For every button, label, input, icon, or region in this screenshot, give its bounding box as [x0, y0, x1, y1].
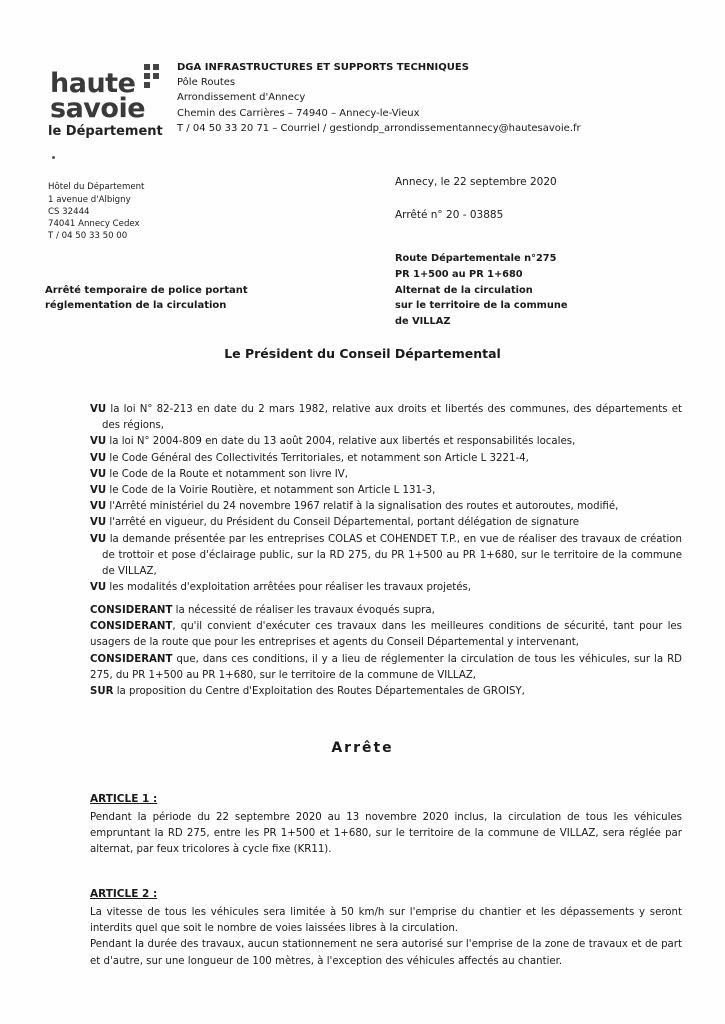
object-right-line3: Alternat de la circulation	[395, 285, 533, 296]
object-right-line5: de VILLAZ	[395, 316, 451, 327]
header-pole: Pôle Routes	[177, 77, 236, 88]
hotel-line1: Hôtel du Département	[48, 182, 145, 192]
logo-square-icon	[153, 64, 159, 70]
hotel-line2: 1 avenue d'Albigny	[48, 195, 131, 205]
document-date: Annecy, le 22 septembre 2020	[395, 176, 557, 188]
arrete-heading: Arrête	[331, 740, 394, 756]
considerant-item: CONSIDERANT, qu'il convient d'exécuter ces travaux dans les meilleures conditions de sécurité, tant pour les usagers de la route que pour les entreprises et agents du Conseil Départemental y intervenant,	[90, 621, 682, 649]
logo-square-icon	[153, 73, 159, 79]
article2-heading: ARTICLE 2 :	[90, 888, 158, 900]
object-left-line2: réglementation de la circulation	[45, 300, 227, 311]
object-right-line4: sur le territoire de la commune	[395, 300, 568, 311]
header-dept: DGA INFRASTRUCTURES ET SUPPORTS TECHNIQUES	[177, 62, 469, 73]
article2-text	[90, 905, 682, 970]
vu-item: VU le Code de la Route et notamment son livre IV,	[90, 468, 348, 480]
considerant-item: CONSIDERANT que, dans ces conditions, il y a lieu de réglementer la circulation de tous les véhicules, sur la RD 275, du PR 1+500 au PR 1+680, sur le territoire de la commune de VILLAZ,	[90, 653, 682, 681]
considerant-item: SUR la proposition du Centre d'Exploitation des Routes Départementales de GROISY,	[90, 686, 525, 698]
hotel-line3: CS 32444	[48, 207, 90, 217]
header-address: Chemin des Carrières – 74940 – Annecy-le-Vieux	[177, 108, 420, 119]
article2-paragraph1: La vitesse de tous les véhicules sera limitée à 50 km/h sur l'emprise du chantier et les dépassements y seront interdits quel que soit le nombre de voies laissées libres à la circulation.	[90, 907, 682, 935]
header-contact: T / 04 50 33 20 71 – Courriel / gestiondp_arrondissementannecy@hautesavoie.fr	[177, 123, 581, 134]
logo-square-icon	[144, 64, 150, 70]
bullet-mark	[52, 156, 55, 159]
vu-item: VU l'arrêté en vigueur, du Président du Conseil Départemental, portant délégation de signature	[90, 517, 580, 529]
article1-heading: ARTICLE 1 :	[90, 793, 158, 805]
considerant-list	[90, 603, 682, 700]
object-left-line1: Arrêté temporaire de police portant	[45, 285, 248, 296]
header-arrondissement: Arrondissement d'Annecy	[177, 92, 306, 103]
logo-text-haute: haute	[50, 68, 136, 99]
vu-item: VU la demande présentée par les entreprises COLAS et COHENDET T.P., en vue de réaliser des travaux de création de trottoir et pose d'éclairage public, sur la RD 275, du PR 1+500 au PR 1+680, sur le territoire de la commune de VILLAZ,	[90, 533, 682, 578]
logo-square-icon	[144, 73, 150, 79]
vu-item: VU la loi N° 82-213 en date du 2 mars 1982, relative aux droits et libertés des communes, des départements et des régions,	[90, 404, 682, 432]
logo-square-icon	[144, 82, 150, 88]
considerant-item: CONSIDERANT la nécessité de réaliser les travaux évoqués supra,	[90, 605, 435, 616]
vu-item: VU la loi N° 2004-809 en date du 13 août 2004, relative aux libertés et responsabilités locales,	[90, 436, 576, 448]
president-heading: Le Président du Conseil Départemental	[224, 346, 501, 361]
article2-paragraph2: Pendant la durée des travaux, aucun stationnement ne sera autorisé sur l'emprise de la zone de travaux et de part et d'autre, sur une longueur de 100 mètres, à l'exception des véhicules affectés au chantier.	[90, 939, 682, 967]
vu-item: VU le Code Général des Collectivités Territoriales, et notamment son Article L 3221-4,	[90, 452, 529, 464]
vu-item: VU le Code de la Voirie Routière, et notamment son Article L 131-3,	[90, 485, 436, 497]
arrete-number: Arrêté n° 20 - 03885	[395, 209, 504, 221]
logo-text-savoie: savoie	[50, 93, 146, 124]
object-right-line2: PR 1+500 au PR 1+680	[395, 269, 523, 280]
logo-subtitle: le Département	[48, 124, 163, 139]
vu-item: VU les modalités d'exploitation arrêtées pour réaliser les travaux projetés,	[90, 582, 472, 594]
article1-text: Pendant la période du 22 septembre 2020 au 13 novembre 2020 inclus, la circulation de tous les véhicules empruntant la RD 275, entre les PR 1+500 et 1+680, sur le territoire de la commune de VILLAZ, sera réglée par alternat, par feux tricolores à cycle fixe (KR11).	[90, 812, 682, 856]
hotel-line5: T / 04 50 33 50 00	[48, 231, 128, 241]
hotel-line4: 74041 Annecy Cedex	[48, 219, 140, 229]
vu-list	[90, 402, 682, 596]
object-right-line1: Route Départementale n°275	[395, 253, 557, 264]
vu-item: VU l'Arrêté ministériel du 24 novembre 1967 relatif à la signalisation des routes et autoroutes, modifié,	[90, 501, 619, 513]
